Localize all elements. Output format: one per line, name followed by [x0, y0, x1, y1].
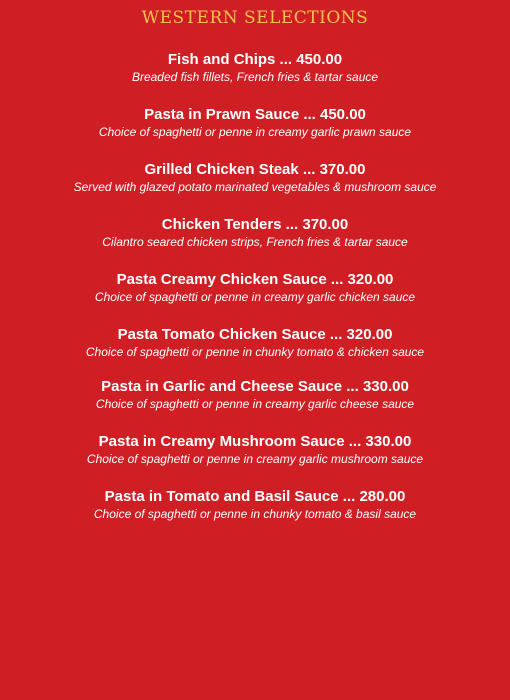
menu-item — [0, 106, 510, 140]
item-description: Breaded fish fillets, French fries & tartar sauce — [131, 70, 379, 84]
menu-item — [0, 433, 510, 467]
item-name: Pasta in Prawn Sauce ... 450.00 — [144, 106, 366, 123]
menu-item — [0, 161, 510, 195]
menu-item — [0, 271, 510, 305]
item-description: Choice of spaghetti or penne in creamy garlic chicken sauce — [94, 290, 416, 304]
item-description: Choice of spaghetti or penne in chunky tomato & basil sauce — [93, 507, 417, 521]
item-description: Served with glazed potato marinated vegetables & mushroom sauce — [73, 180, 437, 194]
item-name: Grilled Chicken Steak ... 370.00 — [144, 161, 366, 178]
item-name: Chicken Tenders ... 370.00 — [161, 216, 349, 233]
item-name: Fish and Chips ... 450.00 — [167, 51, 343, 68]
item-name: Pasta in Tomato and Basil Sauce ... 280.00 — [104, 488, 406, 505]
menu-item — [0, 488, 510, 522]
item-name: Pasta Creamy Chicken Sauce ... 320.00 — [116, 271, 394, 288]
menu-item — [0, 378, 510, 412]
item-description: Choice of spaghetti or penne in creamy garlic prawn sauce — [98, 125, 412, 139]
item-name: Pasta Tomato Chicken Sauce ... 320.00 — [117, 326, 393, 343]
item-name: Pasta in Creamy Mushroom Sauce ... 330.00 — [98, 433, 412, 450]
item-description: Choice of spaghetti or penne in chunky tomato & chicken sauce — [85, 345, 425, 359]
menu-item — [0, 216, 510, 250]
item-description: Choice of spaghetti or penne in creamy garlic cheese sauce — [95, 397, 415, 411]
menu-item — [0, 326, 510, 360]
item-description: Choice of spaghetti or penne in creamy garlic mushroom sauce — [86, 452, 424, 466]
item-description: Cilantro seared chicken strips, French fries & tartar sauce — [102, 235, 408, 249]
item-name: Pasta in Garlic and Cheese Sauce ... 330.00 — [101, 378, 409, 395]
menu-item — [0, 51, 510, 85]
section-title: WESTERN SELECTIONS — [141, 8, 369, 28]
